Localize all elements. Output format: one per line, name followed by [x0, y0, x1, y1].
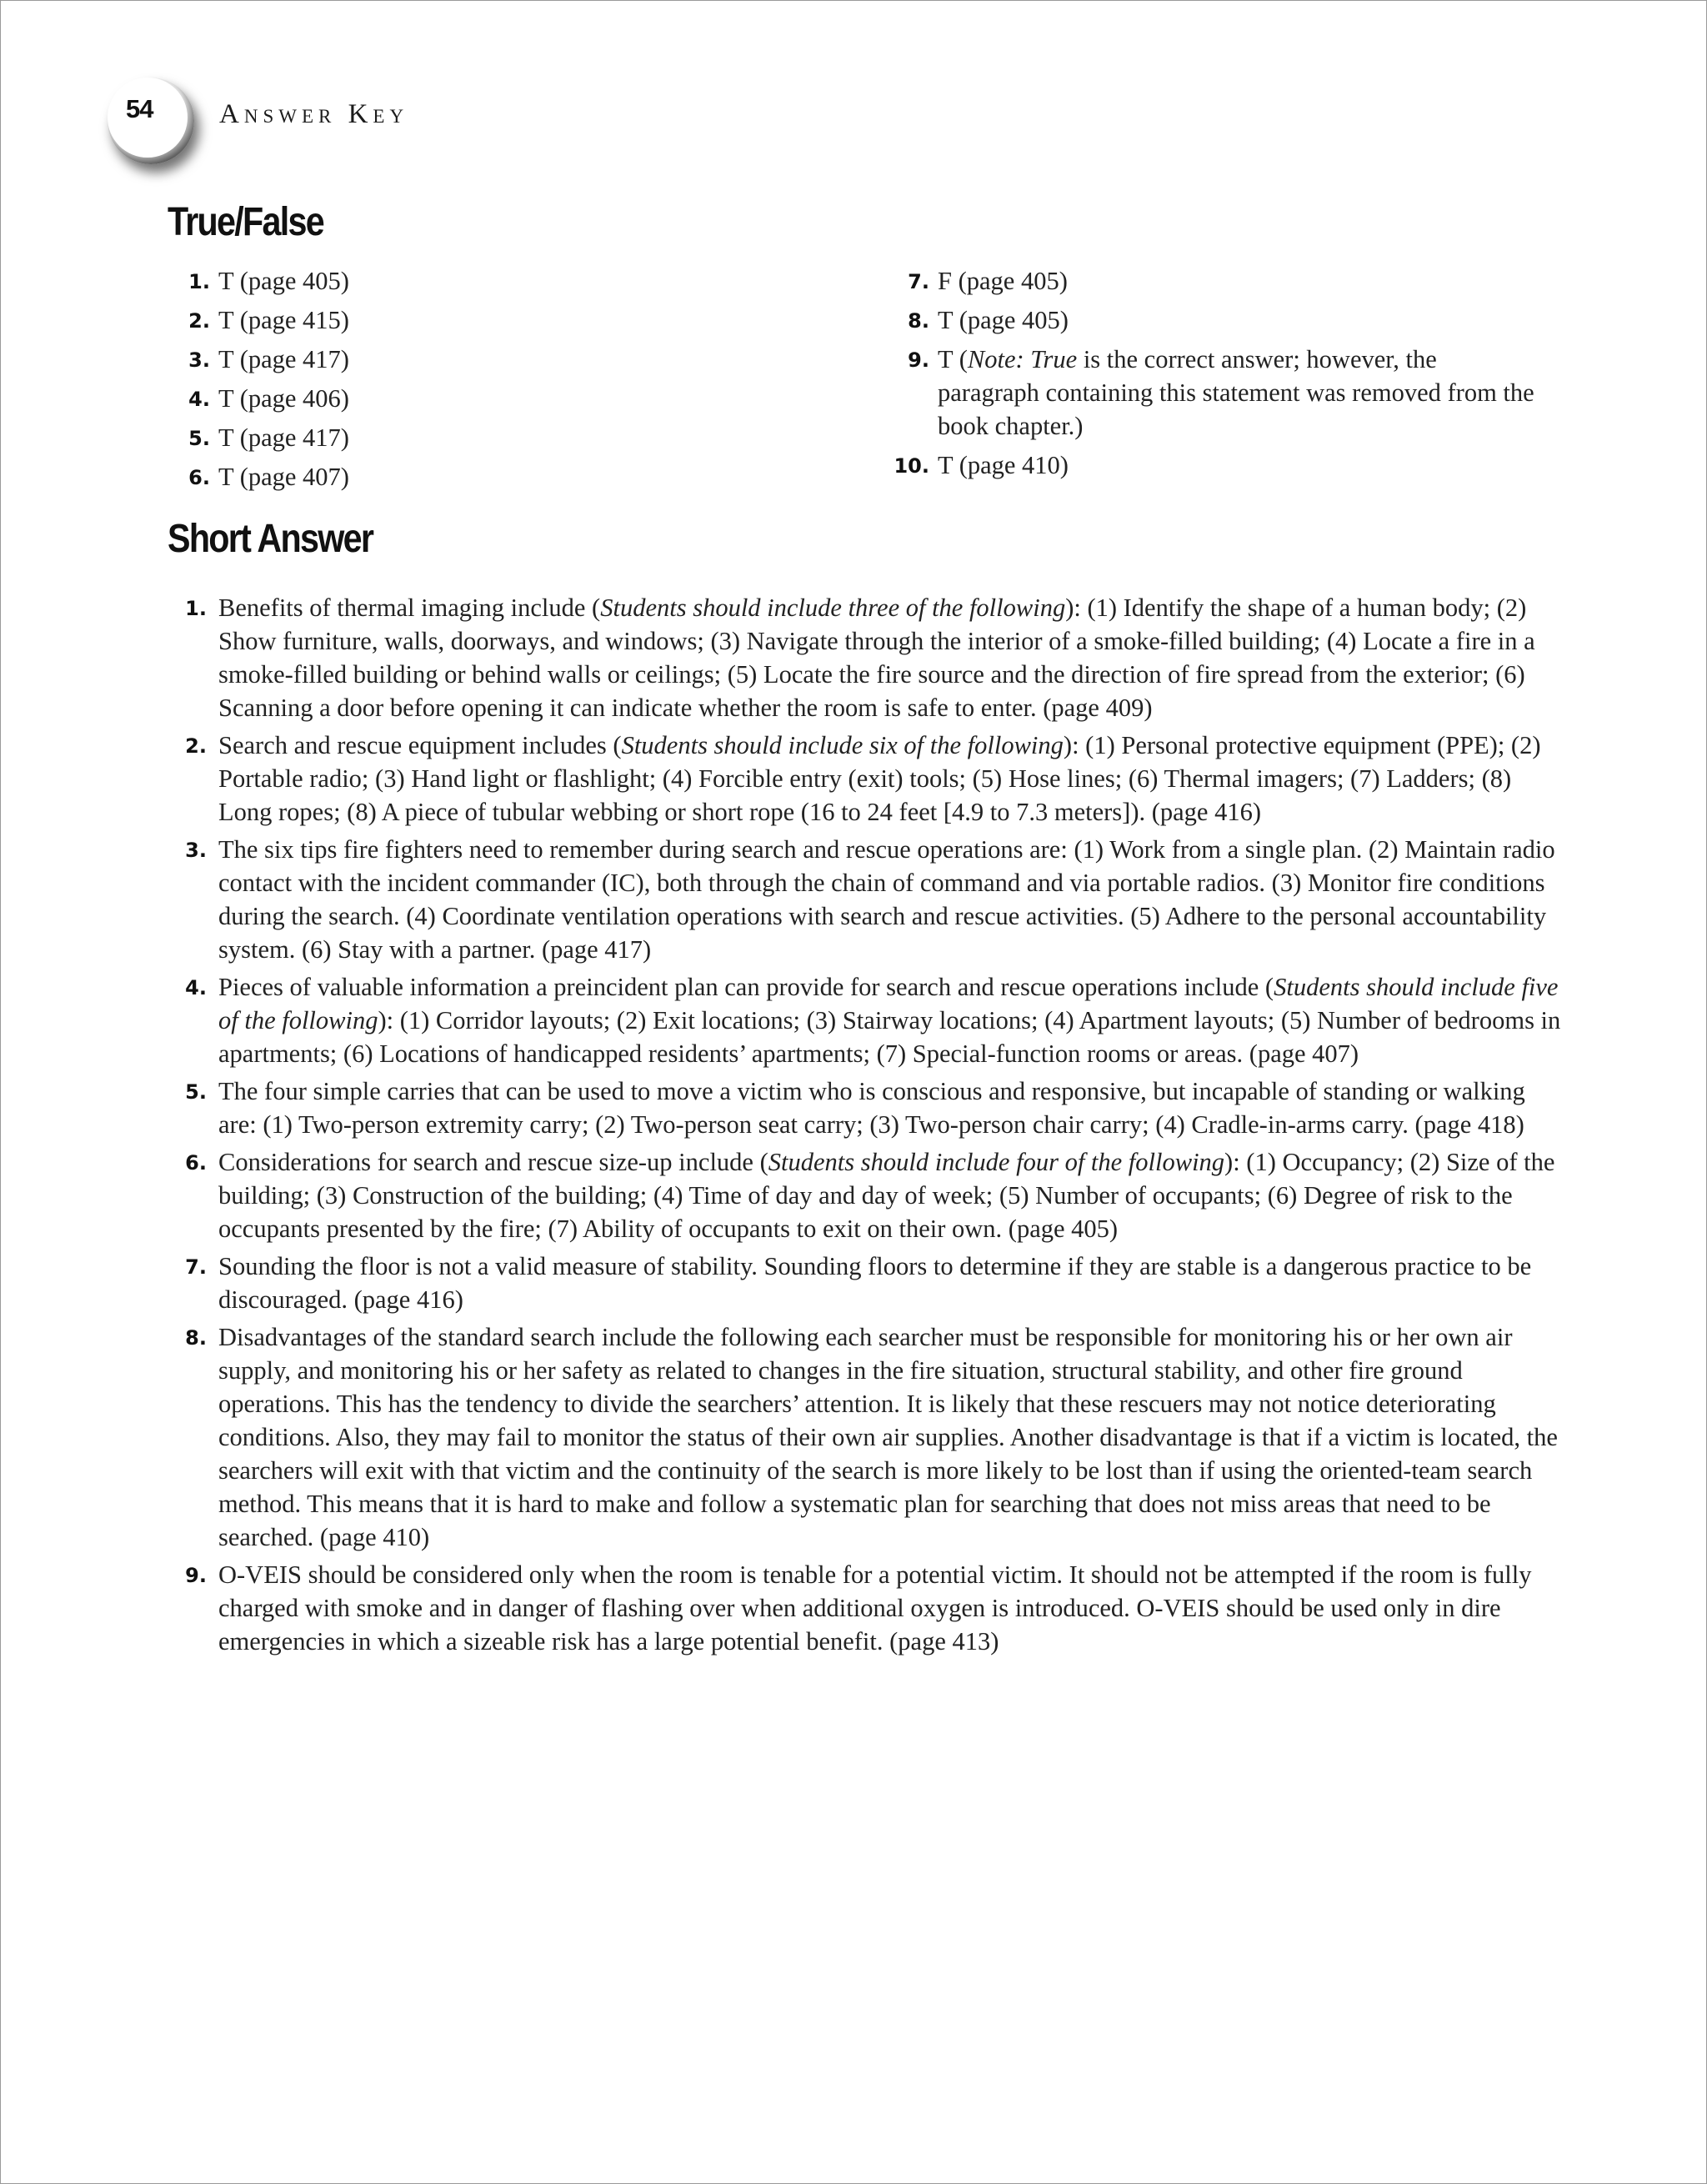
- item-number: 2.: [188, 309, 210, 333]
- list-item: [185, 1320, 1567, 1554]
- item-number: 8.: [908, 309, 929, 333]
- item-number: 9.: [185, 1564, 207, 1587]
- list-item: [908, 264, 1538, 298]
- list-item: [188, 264, 802, 298]
- item-text-pre: Considerations for search and rescue size-up include (: [218, 1148, 768, 1176]
- item-text: T (page 405): [218, 267, 349, 295]
- item-text-italic: Students should include three of the following: [600, 594, 1066, 622]
- item-text: T (page 415): [218, 306, 349, 334]
- list-item: [185, 729, 1567, 829]
- list-item: [185, 970, 1567, 1070]
- item-text-post: ): (1) Identify the shape of a human body; (2) Show furniture, walls, doorways, and windows; (3) Navigate through the interior of a smoke-filled building; (4) Locate a fire in a smoke-filled building or behind walls or ceilings; (5) Locate the fire source and the direction of fire spread from the exterior; (6) Scanning a door before opening it can indicate whether the room is safe to enter. (page 409): [218, 594, 1535, 722]
- item-text-italic: Students should include four of the following: [768, 1148, 1225, 1176]
- item-number: 1.: [185, 597, 207, 620]
- list-item: [185, 833, 1567, 966]
- item-text: F (page 405): [938, 267, 1068, 295]
- item-number: 4.: [185, 976, 207, 999]
- item-number: 3.: [185, 839, 207, 862]
- list-item: [185, 591, 1567, 724]
- item-number: 1.: [188, 270, 210, 293]
- list-item: [188, 460, 802, 493]
- item-text-post: ): (1) Occupancy; (2) Size of the building; (3) Construction of the building; (4) Time of day and day of week; (5) Number of occupants; (6) Degree of risk to the occupants presented by the fire; (7) Ability of occupants to exit on their own. (page 405): [218, 1148, 1555, 1243]
- item-number: 7.: [908, 270, 929, 293]
- item-number: 5.: [188, 427, 210, 450]
- item-number: 9.: [908, 348, 929, 372]
- item-text-pre: Search and rescue equipment includes (: [218, 731, 622, 759]
- item-text: T (page 406): [218, 384, 349, 413]
- item-text-pre: The four simple carries that can be used to move a victim who is conscious and responsive, but incapable of standing or walking are: (1) Two-person extremity carry; (2) Two-person seat carry; (3) Two-person chair carry; (4) Cradle-in-arms carry. (page 418): [218, 1077, 1525, 1139]
- list-item: [908, 343, 1538, 443]
- item-text-post: is the correct answer; however, the paragraph containing this statement was removed from the book chapter.): [938, 345, 1534, 440]
- item-text: T (page 410): [938, 451, 1069, 479]
- list-item: [188, 343, 802, 376]
- list-item: [185, 1074, 1567, 1141]
- item-number: 3.: [188, 348, 210, 372]
- item-number: 4.: [188, 388, 210, 411]
- item-text: T (page 407): [218, 463, 349, 491]
- item-number: 6.: [188, 466, 210, 489]
- item-text-pre: Sounding the floor is not a valid measure of stability. Sounding floors to determine if they are stable is a dangerous practice to be discouraged. (page 416): [218, 1252, 1532, 1314]
- item-text-pre: Pieces of valuable information a preincident plan can provide for search and rescue operations include (: [218, 973, 1274, 1001]
- true-false-heading: True/False: [168, 200, 324, 244]
- item-number: 2.: [185, 734, 207, 758]
- item-text-post: ): (1) Personal protective equipment (PPE); (2) Portable radio; (3) Hand light or flashlight; (4) Forcible entry (exit) tools; (5) Hose lines; (6) Thermal imagers; (7) Ladders; (8) Long ropes; (8) A piece of tubular webbing or short rope (16 to 24 feet [4.9 to 7.3 meters]). (page 416): [218, 731, 1541, 826]
- running-head: Answer Key: [219, 99, 409, 129]
- item-number: 7.: [185, 1255, 207, 1279]
- item-text-pre: Benefits of thermal imaging include (: [218, 594, 601, 622]
- short-answer-list: [185, 591, 1567, 1662]
- list-item: [188, 382, 802, 415]
- item-note-italic: Note: True: [967, 345, 1078, 373]
- item-text: T (page 417): [218, 423, 349, 452]
- list-item: [894, 448, 1538, 482]
- item-text-pre: O-VEIS should be considered only when the room is tenable for a potential victim. It should not be attempted if the room is fully charged with smoke and in danger of flashing over when additional oxygen is introduced. O-VEIS should be used only in dire emergencies in which a sizeable risk has a large potential benefit. (page 413): [218, 1560, 1532, 1656]
- list-item: [188, 421, 802, 454]
- item-text-pre: The six tips fire fighters need to remember during search and rescue operations are: (1) Work from a single plan. (2) Maintain radio contact with the incident commander (IC), both through the chain of command and via portable radios. (3) Monitor fire conditions during the search. (4) Coordinate ventilation operations with search and rescue activities. (5) Adhere to the personal accountability system. (6) Stay with a partner. (page 417): [218, 835, 1555, 964]
- item-text-pre: T (: [938, 345, 968, 373]
- item-text-pre: Disadvantages of the standard search include the following each searcher must be responsible for monitoring his or her own air supply, and monitoring his or her safety as related to changes in the fire situation, structural stability, and other fire ground operations. This has the tendency to divide the searchers’ attention. It is likely that these rescuers may not notice deteriorating conditions. Also, they may fail to monitor the status of their own air supplies. Another disadvantage is that if a victim is located, the searchers will exit with that victim and the continuity of the search is more likely to be lost than if using the oriented-team search method. This means that it is hard to make and follow a systematic plan for searching that does not miss areas that need to be searched. (page 410): [218, 1323, 1558, 1551]
- short-answer-heading: Short Answer: [168, 517, 373, 561]
- list-item: [185, 1250, 1567, 1316]
- item-text-italic: Students should include six of the following: [621, 731, 1064, 759]
- list-item: [188, 303, 802, 337]
- item-number: 6.: [185, 1151, 207, 1175]
- item-number: 10.: [894, 454, 929, 478]
- item-text: T (page 405): [938, 306, 1069, 334]
- true-false-left-list: [188, 264, 802, 499]
- true-false-right-list: [894, 264, 1538, 488]
- list-item: [908, 303, 1538, 337]
- item-number: 8.: [185, 1326, 207, 1350]
- item-text: T (page 417): [218, 345, 349, 373]
- item-text-post: ): (1) Corridor layouts; (2) Exit locations; (3) Stairway locations; (4) Apartment layouts; (5) Number of bedrooms in apartments; (6) Locations of handicapped residents’ apartments; (7) Special-function rooms or areas. (page 407): [218, 1006, 1561, 1068]
- item-number: 5.: [185, 1080, 207, 1104]
- item-text-italic: Students should include five of the following: [218, 973, 1559, 1034]
- page-number: 54: [126, 94, 153, 123]
- list-item: [185, 1145, 1567, 1245]
- list-item: [185, 1558, 1567, 1658]
